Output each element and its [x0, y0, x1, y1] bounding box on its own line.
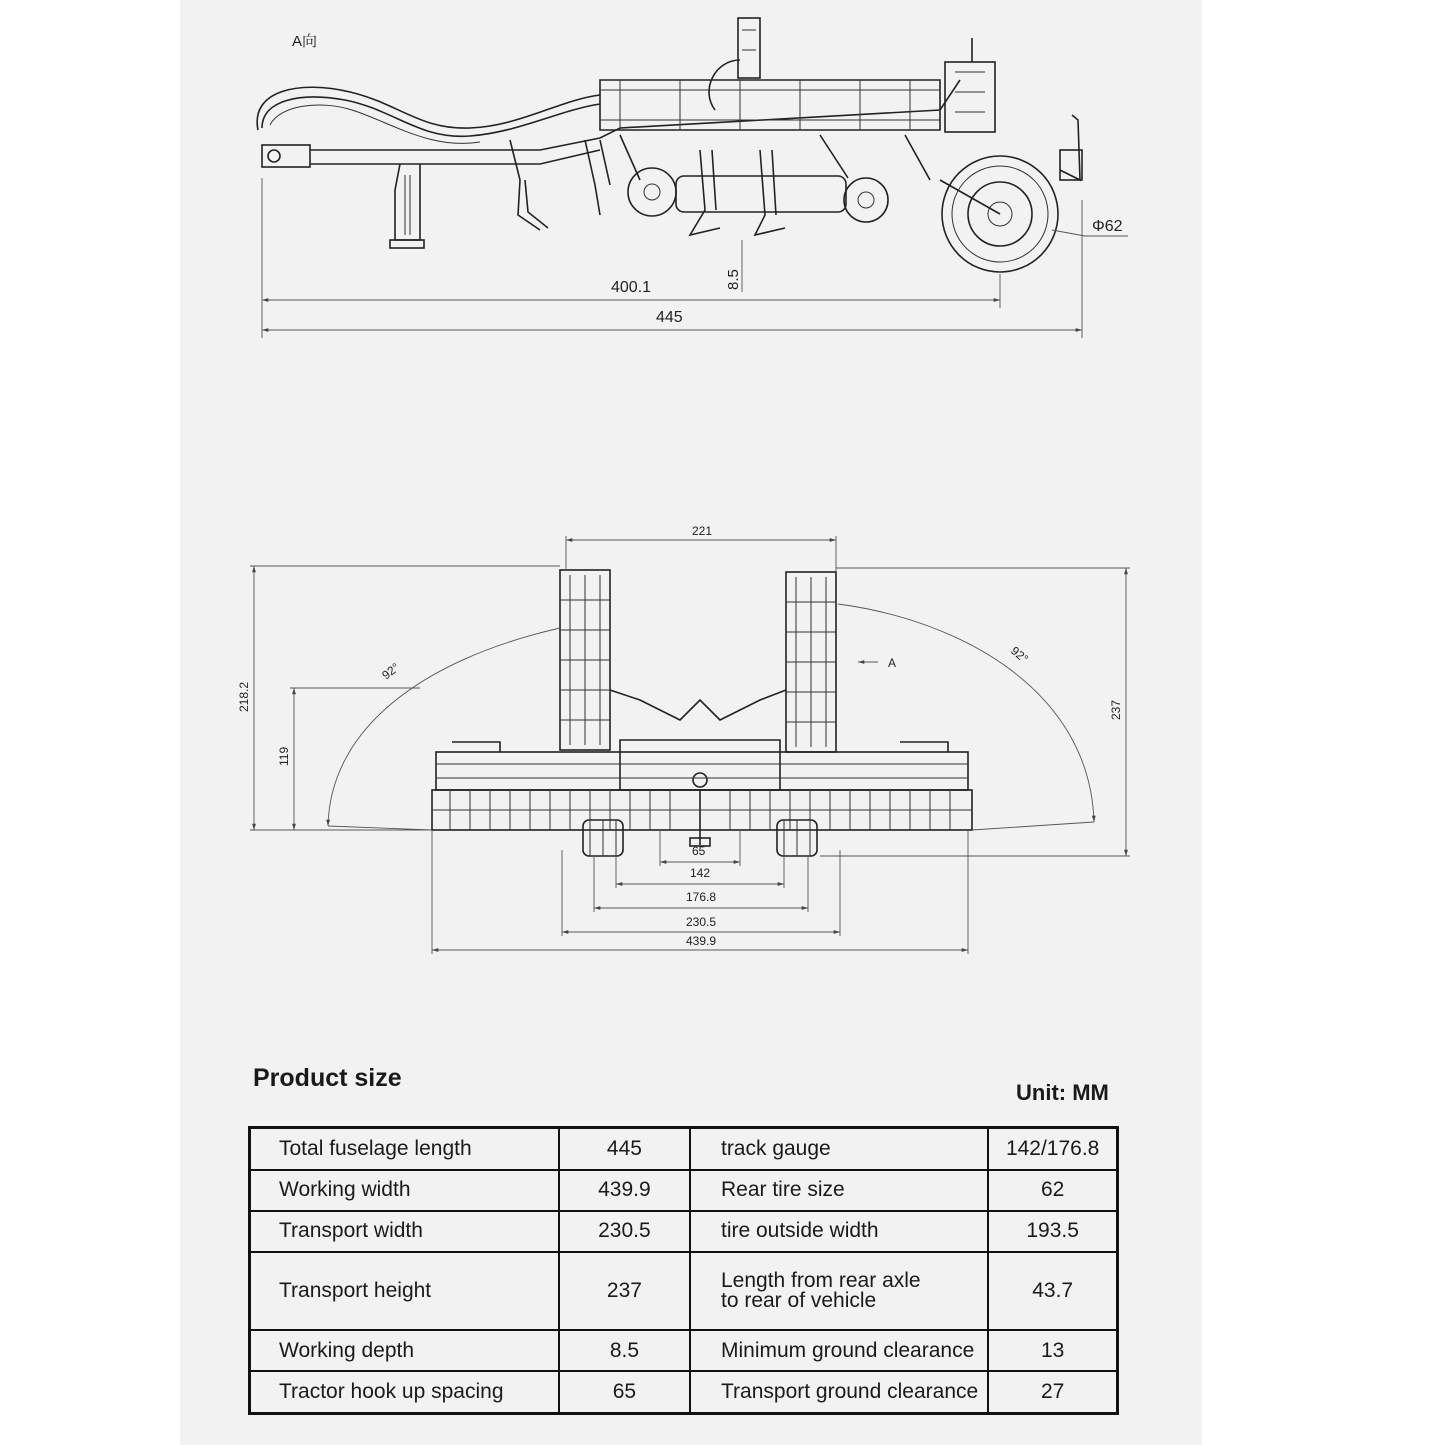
- dim-transport-width: 230.5: [686, 915, 717, 929]
- spec-label: Tractor hook up spacing: [250, 1371, 559, 1413]
- dim-angle-right: 92°: [1008, 643, 1031, 666]
- spec-label-line: to rear of vehicle: [720, 1289, 877, 1313]
- spec-label: Transport width: [250, 1211, 559, 1252]
- table-row: [250, 1371, 1118, 1413]
- spec-value: 62: [988, 1170, 1117, 1211]
- spec-label-line: Length from rear axle: [720, 1269, 921, 1293]
- spec-value: 439.9: [559, 1170, 690, 1211]
- product-size-title: Product size: [253, 1064, 402, 1092]
- spec-value: 13: [988, 1330, 1117, 1371]
- product-size-table: [248, 1126, 1119, 1415]
- spec-label-two-line: [690, 1252, 988, 1331]
- spec-label: Working width: [250, 1170, 559, 1211]
- spec-label: Working depth: [250, 1330, 559, 1371]
- dim-working-width: 439.9: [686, 934, 717, 948]
- table-row: [250, 1170, 1118, 1211]
- table-row: [250, 1330, 1118, 1371]
- spec-value: 43.7: [988, 1252, 1117, 1331]
- dim-hitch: 65: [692, 844, 706, 858]
- dim-axle-length: 400.1: [611, 279, 652, 296]
- unit-label: Unit: MM: [1016, 1080, 1109, 1105]
- dim-mid-height: 119: [277, 746, 291, 766]
- spec-label: tire outside width: [690, 1211, 988, 1252]
- spec-value: 142/176.8: [988, 1128, 1117, 1170]
- spec-label: Rear tire size: [690, 1170, 988, 1211]
- table-row: [250, 1252, 1118, 1331]
- table-row: [250, 1128, 1118, 1170]
- spec-value: 237: [559, 1252, 690, 1331]
- spec-label: Transport height: [250, 1252, 559, 1331]
- spec-label: Minimum ground clearance: [690, 1330, 988, 1371]
- dim-tire-diameter: Φ62: [1092, 218, 1123, 235]
- dim-top-width: 221: [692, 524, 713, 538]
- spec-value: 193.5: [988, 1211, 1117, 1252]
- spec-label: track gauge: [690, 1128, 988, 1170]
- view-arrow-label: A: [888, 656, 897, 670]
- dim-overall-length: 445: [656, 309, 683, 326]
- front-view: [237, 524, 1130, 954]
- spec-label: Total fuselage length: [250, 1128, 559, 1170]
- spec-value: 8.5: [559, 1330, 690, 1371]
- table-row: [250, 1211, 1118, 1252]
- dim-angle-left: 92°: [379, 660, 403, 683]
- spec-value: 445: [559, 1128, 690, 1170]
- dim-track-inner: 142: [690, 866, 711, 880]
- dim-right-height: 237: [1109, 699, 1123, 720]
- side-view: [257, 18, 1128, 338]
- view-label: A向: [292, 33, 318, 50]
- dim-working-depth: 8.5: [725, 269, 742, 290]
- spec-value: 65: [559, 1371, 690, 1413]
- dim-track-outer: 176.8: [686, 890, 717, 904]
- dim-left-height: 218.2: [237, 681, 251, 712]
- spec-value: 230.5: [559, 1211, 690, 1252]
- spec-label: Transport ground clearance: [690, 1371, 988, 1413]
- spec-value: 27: [988, 1371, 1117, 1413]
